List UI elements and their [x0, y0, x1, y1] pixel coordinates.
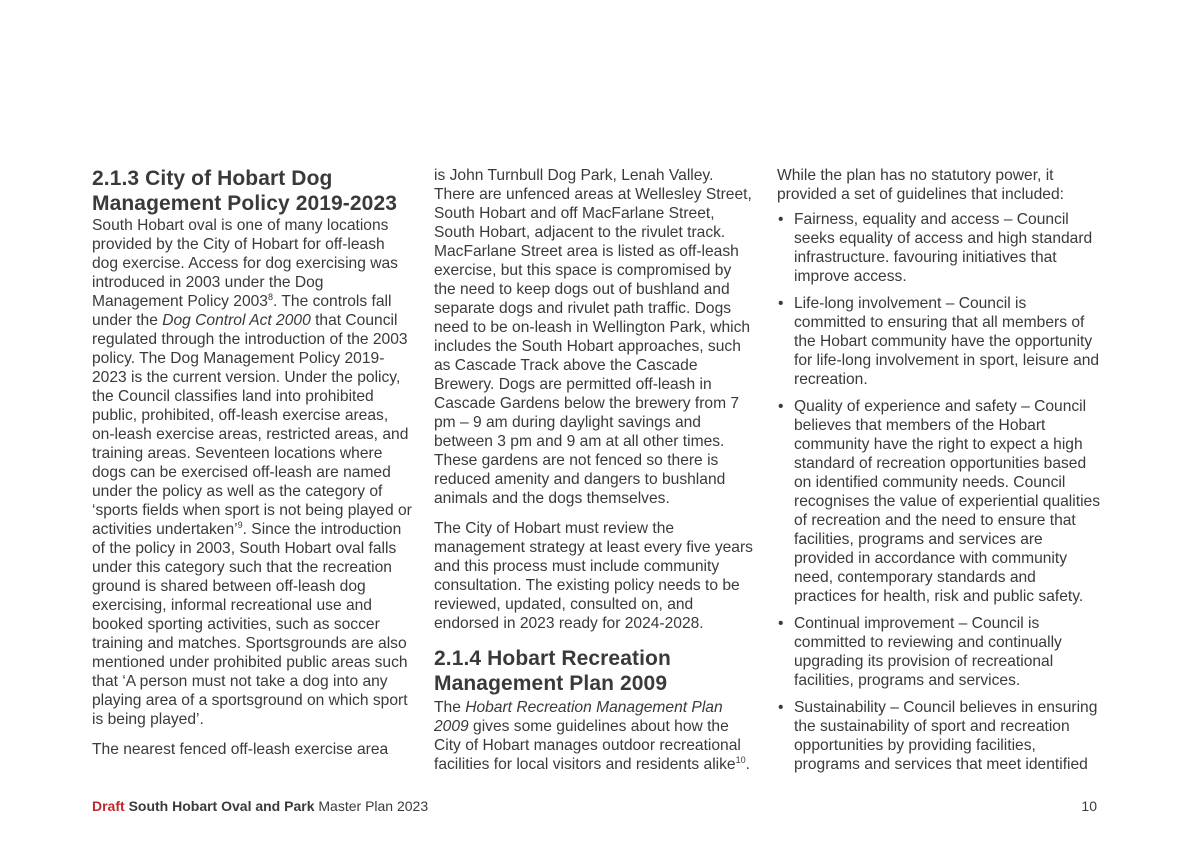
text-run: . — [745, 756, 750, 773]
paragraph-guidelines-intro: While the plan has no statutory power, it provided a set of guidelines that included: — [777, 167, 1064, 203]
list-item: • Sustainability – Council believes in ensuring the sustainability of sport and recreation opportunities by providing facilities, programs and services that meet identified — [777, 698, 1102, 774]
paragraph-dog-policy — [92, 216, 414, 729]
text-run: South Hobart oval is one of many locations provided by the City of Hobart for off-leash dog exercise. Access for dog exercising was introduced in 2003 under the Dog Management Policy 2003 — [92, 217, 398, 310]
draft-label: Draft — [92, 798, 125, 814]
paragraph-recreation-plan — [434, 698, 756, 774]
guidelines-list — [777, 210, 1102, 774]
list-item: • Life-long involvement – Council is committed to ensuring that all members of the Hobart community have the opportunity for life-long involvement in sport, leisure and recreation. — [777, 294, 1102, 389]
page-footer — [92, 797, 1097, 815]
text-run: gives some guidelines about how the City of Hobart manages outdoor recreational facilities for local visitors and residents alike — [434, 718, 741, 773]
footnote-ref-10: 10 — [735, 754, 746, 765]
text-run: . Since the introduction of the policy in 2003, South Hobart oval falls under this category such that the recreation ground is shared between off-leash dog exercising, informal recreational use and booked sporting activities, such as soccer training and matches. Sportsgrounds are also mentioned under prohibited public areas such that ‘A person must not take a dog into any playing area of a sportsground on which sport is being played’. — [92, 521, 408, 728]
paragraph-fenced-area: The nearest fenced off-leash exercise area — [92, 741, 389, 758]
text-run: . The controls fall under the — [92, 293, 392, 329]
text-run: The — [434, 699, 466, 716]
plan-title: Hobart Recreation Management Plan 2009 — [434, 699, 723, 735]
column-2 — [434, 166, 756, 774]
paragraph-review: The City of Hobart must review the management strategy at least every five years and this process must include community consultation. The existing policy needs to be reviewed, updated, consulted on, and endorsed in 2023 ready for 2024-2028. — [434, 520, 753, 632]
list-item: • Continual improvement – Council is committed to reviewing and continually upgrading its provision of recreational facilities, programs and services. — [777, 614, 1102, 690]
section-heading-recreation-plan: 2.1.4 Hobart Recreation Management Plan 2009 — [434, 647, 671, 695]
page-number: 10 — [1081, 798, 1097, 814]
column-3 — [777, 166, 1102, 782]
list-item: • Fairness, equality and access – Council seeks equality of access and high standard infrastructure. favouring initiatives that improve access. — [777, 210, 1102, 286]
text-run: that Council regulated through the introduction of the 2003 policy. The Dog Management Policy 2019-2023 is the current version. Under the policy, the Council classifies land into prohibited public, prohibited, off-leash exercise areas, on-leash exercise areas, restricted areas, and training areas. Seventeen locations where dogs can be exercised off-leash are named under the policy as well as the category of ‘sports fields when sport is not being played or activities undertaken’ — [92, 312, 412, 538]
paragraph-dog-parks: is John Turnbull Dog Park, Lenah Valley. There are unfenced areas at Wellesley Street, South Hobart and off MacFarlane Street, South Hobart, adjacent to the rivulet track. MacFarlane Street area is listed as off-leash exercise, but this space is compromised by the need to keep dogs out of bushland and separate dogs and rivulet path traffic. Dogs need to be on-leash in Wellington Park, which includes the South Hobart approaches, such as Cascade Track above the Cascade Brewery. Dogs are permitted off-leash in Cascade Gardens below the brewery from 7 pm – 9 am during daylight savings and between 3 pm and 9 am at all other times. These gardens are not fenced so there is reduced amenity and dangers to bushland animals and the dogs themselves. — [434, 167, 752, 507]
column-1 — [92, 166, 414, 759]
document-title — [92, 798, 428, 814]
document-title-bold: South Hobart Oval and Park — [128, 798, 315, 814]
footnote-ref-9: 9 — [237, 519, 243, 530]
act-title: Dog Control Act 2000 — [162, 312, 311, 329]
footnote-ref-8: 8 — [267, 291, 273, 302]
document-title-rest: Master Plan 2023 — [314, 798, 429, 814]
list-item: • Quality of experience and safety – Council believes that members of the Hobart community have the right to expect a high standard of recreation opportunities based on identified community needs. Council recognises the value of experiential qualities of recreation and the need to ensure that facilities, programs and services are provided in accordance with community need, contemporary standards and practices for health, risk and public safety. — [777, 397, 1102, 606]
section-heading-dog-policy: 2.1.3 City of Hobart Dog Management Policy 2019-2023 — [92, 167, 398, 215]
